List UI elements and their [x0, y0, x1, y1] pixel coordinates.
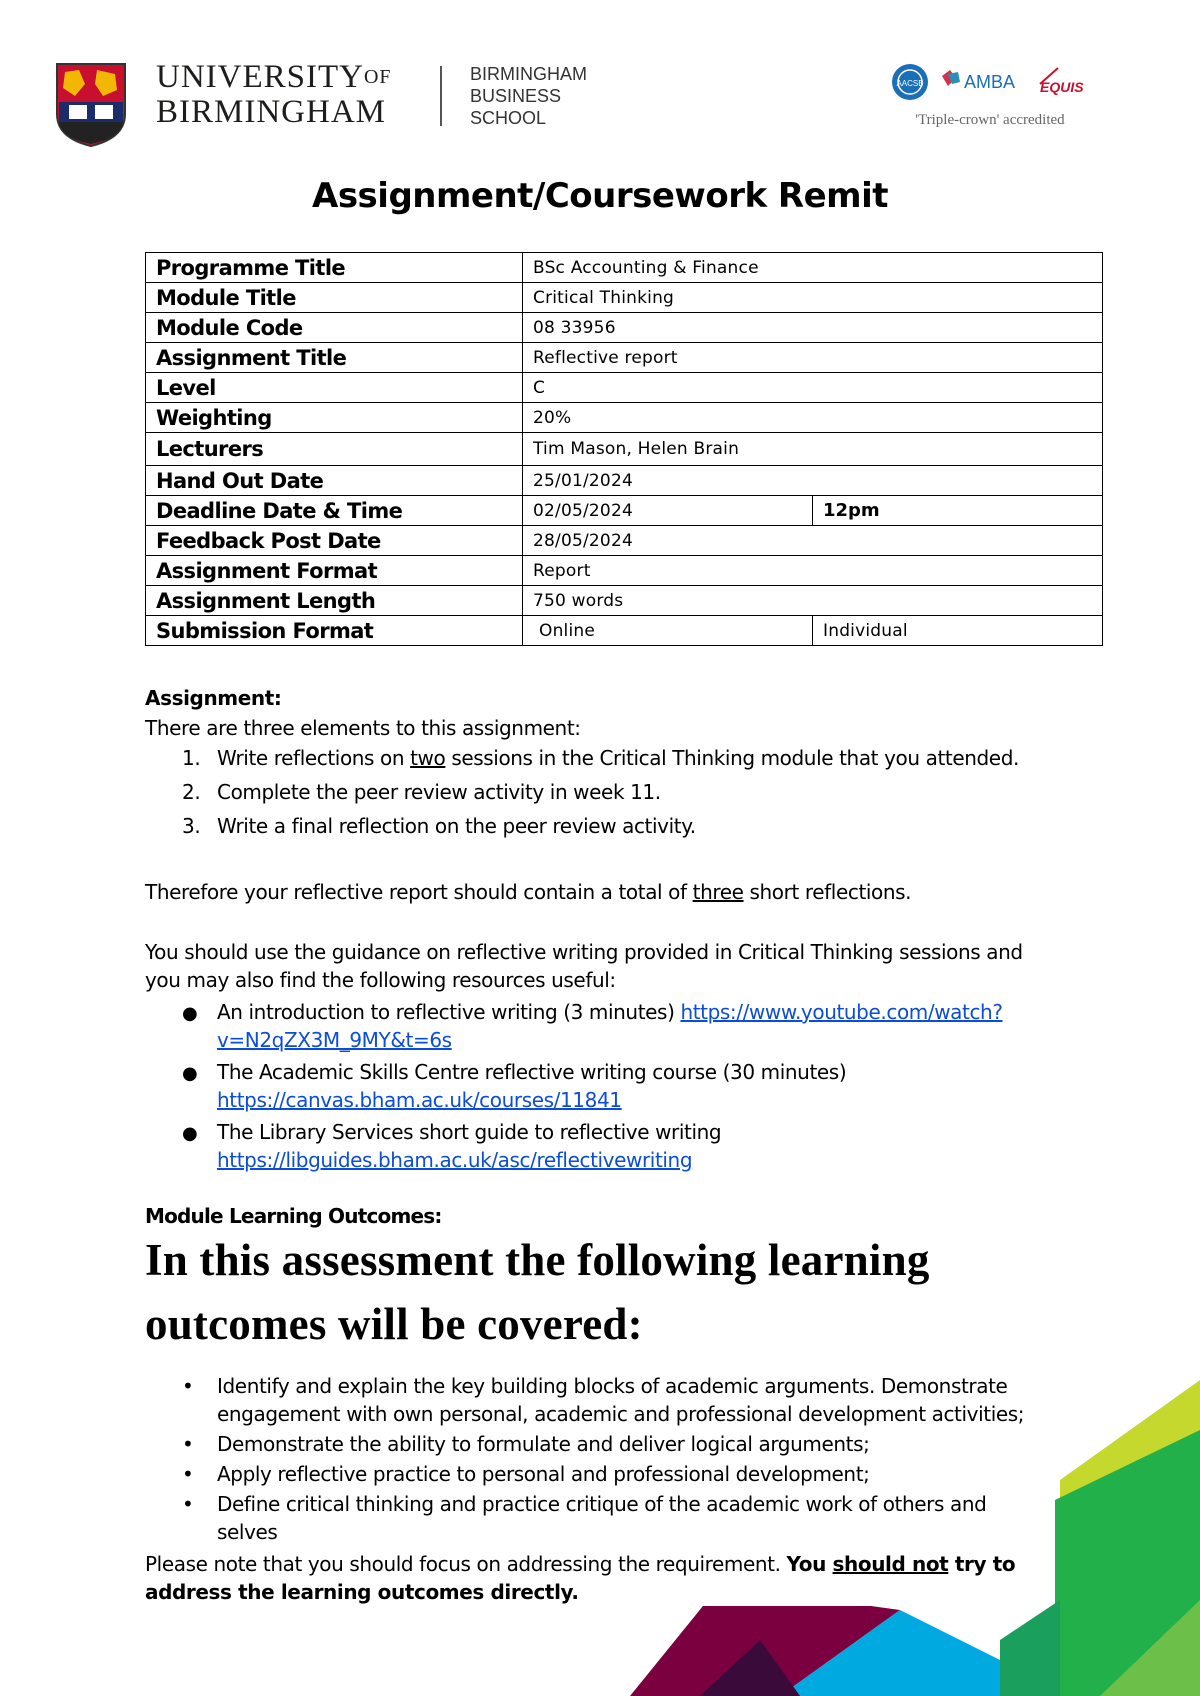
row-label: Hand Out Date: [146, 466, 523, 496]
row-label: Deadline Date & Time: [146, 496, 523, 526]
bullet-icon: •: [182, 1374, 194, 1398]
row-value: C: [523, 373, 1103, 403]
bullet-icon: ●: [182, 1123, 198, 1144]
row-value: 20%: [523, 403, 1103, 433]
table-row: [146, 253, 1103, 283]
outcome-item-4: Define critical thinking and practice critique of the academic work of others and selves: [217, 1492, 987, 1544]
row-value: Online: [523, 616, 813, 646]
accreditation-badges: [890, 60, 1090, 108]
table-row: [146, 313, 1103, 343]
table-row: [146, 343, 1103, 373]
table-row: [146, 403, 1103, 433]
row-value: Report: [523, 556, 1103, 586]
remit-table: [145, 252, 1103, 646]
row-label: Assignment Format: [146, 556, 523, 586]
row-value: Reflective report: [523, 343, 1103, 373]
bullet-icon: •: [182, 1492, 194, 1516]
bullet-icon: •: [182, 1432, 194, 1456]
assignment-item-2: Complete the peer review activity in week 11.: [217, 780, 661, 804]
bullet-icon: ●: [182, 1003, 198, 1024]
badge-text-amba: AMBA: [964, 72, 1016, 92]
libguides-link[interactable]: https://libguides.bham.ac.uk/asc/reflectivewriting: [217, 1148, 693, 1172]
table-row: [146, 466, 1103, 496]
row-label: Feedback Post Date: [146, 526, 523, 556]
row-value: 28/05/2024: [523, 526, 1103, 556]
requirement-note: Please note that you should focus on addressing the requirement. You should not try to address the learning outcomes directly.: [145, 1550, 1023, 1606]
row-extra-value: 12pm: [813, 496, 1103, 526]
table-row: [146, 373, 1103, 403]
list-number: 3.: [182, 814, 201, 838]
resource-item-2: The Academic Skills Centre reflective writing course (30 minutes) https://canvas.bham.ac.uk/courses/11841: [217, 1060, 847, 1112]
row-label: Assignment Length: [146, 586, 523, 616]
row-value: Tim Mason, Helen Brain: [523, 433, 1103, 466]
canvas-course-link[interactable]: https://canvas.bham.ac.uk/courses/11841: [217, 1088, 622, 1112]
row-label: Module Title: [146, 283, 523, 313]
youtube-link-continued[interactable]: v=N2qZX3M_9MY&t=6s: [217, 1028, 452, 1052]
row-label: Level: [146, 373, 523, 403]
table-row: [146, 556, 1103, 586]
row-label: Programme Title: [146, 253, 523, 283]
university-name: $UNIVERSITY^{OF}$ BIRMINGHAM: [156, 59, 392, 130]
table-row: [146, 526, 1103, 556]
table-row: [146, 616, 1103, 646]
triple-crown-tagline: 'Triple-crown' accredited: [915, 112, 1065, 128]
row-value: 25/01/2024: [523, 466, 1103, 496]
table-row: [146, 433, 1103, 466]
list-number: 1.: [182, 746, 201, 770]
row-value: 02/05/2024: [523, 496, 813, 526]
row-label: Weighting: [146, 403, 523, 433]
assignment-intro: There are three elements to this assignment:: [145, 716, 581, 740]
table-row: [146, 283, 1103, 313]
row-label: Submission Format: [146, 616, 523, 646]
page-title: Assignment/Coursework Remit: [312, 176, 888, 216]
outcomes-intro-line1: In this assessment the following learning: [145, 1235, 930, 1285]
outcomes-intro-line2: outcomes will be covered:: [145, 1299, 643, 1349]
guidance-paragraph: You should use the guidance on reflective writing provided in Critical Thinking sessions and you may also find the following resources useful:: [145, 940, 1023, 992]
row-label: Module Code: [146, 313, 523, 343]
table-row: [146, 586, 1103, 616]
row-value: 750 words: [523, 586, 1103, 616]
list-number: 2.: [182, 780, 201, 804]
university-crest-logo: [55, 62, 127, 148]
youtube-link[interactable]: https://www.youtube.com/watch?: [680, 1000, 1003, 1024]
row-value: 08 33956: [523, 313, 1103, 343]
outcome-item-2: Demonstrate the ability to formulate and deliver logical arguments;: [217, 1432, 870, 1456]
assignment-heading: Assignment:: [145, 686, 282, 710]
row-label: Assignment Title: [146, 343, 523, 373]
assignment-item-3: Write a final reflection on the peer review activity.: [217, 814, 696, 838]
row-value: Critical Thinking: [523, 283, 1103, 313]
assignment-item-1: Write reflections on two sessions in the Critical Thinking module that you attended.: [217, 746, 1019, 770]
learning-outcomes-heading: Module Learning Outcomes:: [145, 1204, 442, 1228]
badge-text-equis: EQUIS: [1040, 79, 1084, 95]
bullet-icon: •: [182, 1462, 194, 1486]
badge-text-aacsb: AACSB: [896, 79, 924, 88]
row-value: BSc Accounting & Finance: [523, 253, 1103, 283]
table-row: [146, 496, 1103, 526]
outcome-item-1: Identify and explain the key building blocks of academic arguments. Demonstrate engagement with own personal, academic and professional development activities;: [217, 1374, 1025, 1426]
resource-item-1: An introduction to reflective writing (3 minutes) https://www.youtube.com/watch? v=N2qZX3M_9MY&t=6s: [217, 1000, 1003, 1052]
bullet-icon: ●: [182, 1063, 198, 1084]
therefore-paragraph: Therefore your reflective report should contain a total of three short reflections.: [145, 880, 912, 904]
business-school-name: BIRMINGHAM BUSINESS SCHOOL: [470, 64, 587, 128]
row-label: Lecturers: [146, 433, 523, 466]
resource-item-3: The Library Services short guide to reflective writing https://libguides.bham.ac.uk/asc/reflectivewriting: [217, 1120, 722, 1172]
outcome-item-3: Apply reflective practice to personal and professional development;: [217, 1462, 870, 1486]
row-extra-value: Individual: [813, 616, 1103, 646]
header-divider: [440, 66, 442, 126]
